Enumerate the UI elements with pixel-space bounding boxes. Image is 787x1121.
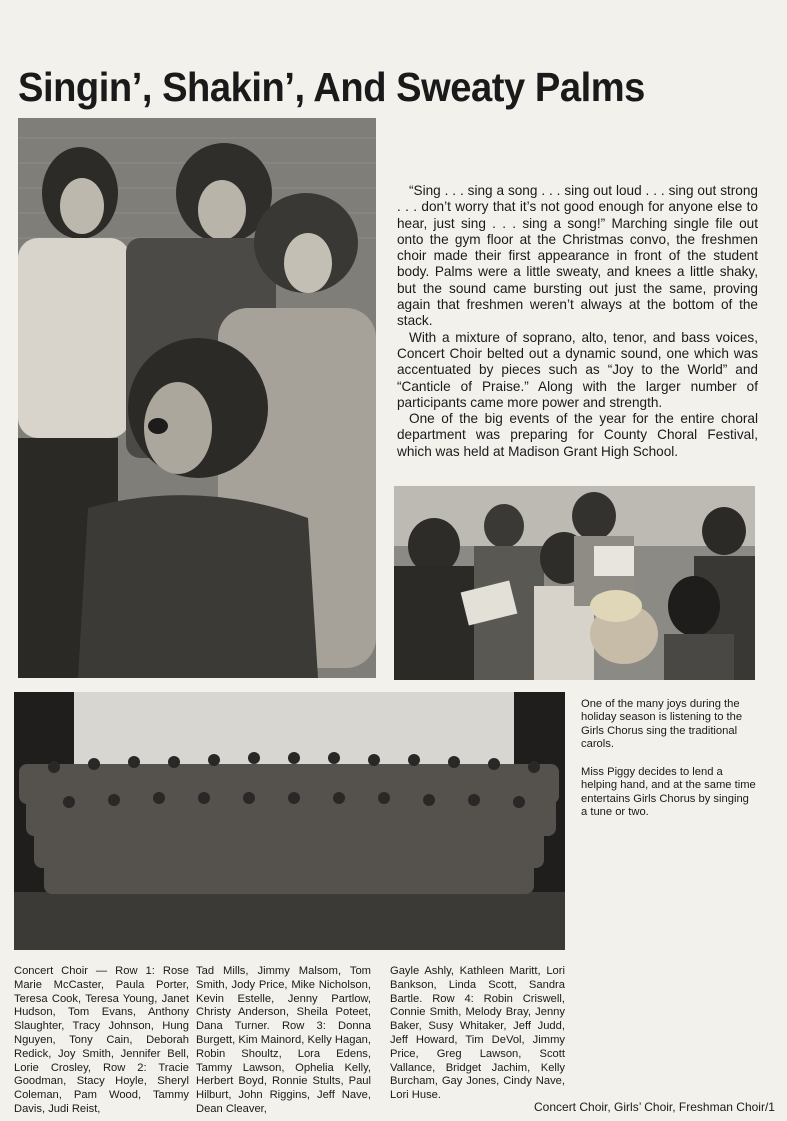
page-title: Singin’, Shakin’, And Sweaty Palms: [18, 64, 645, 110]
roster-column-2: Tad Mills, Jimmy Malsom, Tom Smith, Jody Price, Mike Nicholson, Kevin Estelle, Jenny Partlow, Christy Anderson, Sheila Poteet, Dana Turner. Row 3: Donna Burgett, Kim Mainord, Kelly Hagan, Robin Shoultz, Lora Edens, Tammy Lawson, Ophelia Kelly, Herbert Boyd, Ronnie Stults, Paul Hilburt, John Riggins, Jeff Nave, Dean Cleaver,: [196, 965, 371, 1115]
freshmen-choir-photo: [18, 118, 376, 678]
article-paragraph: One of the big events of the year for the entire choral department was preparing for County Choral Festival, which was held at Madison Grant High School.: [397, 411, 758, 459]
roster-column-1: Concert Choir — Row 1: Rose Marie McCaster, Paula Porter, Teresa Cook, Teresa Young, Janet Hudson, Tom Evans, Anthony Slaughter, Tracy Johnson, Hung Nguyen, Tony Cain, Deborah Redick, Joy Smith, Jennifer Bell, Lorie Crosley, Row 2: Tracie Goodman, Stacy Hoyle, Sheryl Coleman, Pam Wood, Tammy Davis, Judi Reist,: [14, 965, 189, 1115]
roster-column-3: Gayle Ashly, Kathleen Maritt, Lori Bankson, Linda Scott, Sandra Bartle. Row 4: Robin Criswell, Connie Smith, Melody Bray, Jenny Baker, Susy Whitaker, Jeff Judd, Jeff Howard, Tim DeVol, Jimmy Price, Greg Lawson, Scott Vallance, Bridget Jachim, Kelly Burcham, Gay Jones, Cindy Nave, Lori Huse.: [390, 965, 565, 1102]
girls-chorus-photo: [394, 486, 755, 680]
miss-piggy-caption: Miss Piggy decides to lend a helping hand, and at the same time entertains Girls Chorus by singing a tune or two.: [581, 766, 756, 819]
page-folio: Concert Choir, Girls’ Choir, Freshman Choir/1: [534, 1100, 775, 1114]
girls-chorus-caption: One of the many joys during the holiday season is listening to the Girls Chorus sing the traditional carols.: [581, 698, 743, 751]
concert-choir-group-photo: [14, 692, 565, 950]
article-body: [397, 183, 758, 460]
article-paragraph: “Sing . . . sing a song . . . sing out loud . . . sing out strong . . . don’t worry that it’s not good enough for anyone else to hear, just sing . . . sing a song!” Marching single file out onto the gym floor at the Christmas convo, the freshmen choir made their first appearance in front of the student body. Palms were a little sweaty, and knees a little shaky, but the sound came bursting out just the same, proving again that freshmen weren’t always at the bottom of the stack.: [397, 183, 758, 329]
article-paragraph: With a mixture of soprano, alto, tenor, and bass voices, Concert Choir belted out a dynamic sound, one which was accentuated by pieces such as “Joy to the World” and “Canticle of Praise.” Along with the larger number of participants came more power and strength.: [397, 329, 758, 410]
